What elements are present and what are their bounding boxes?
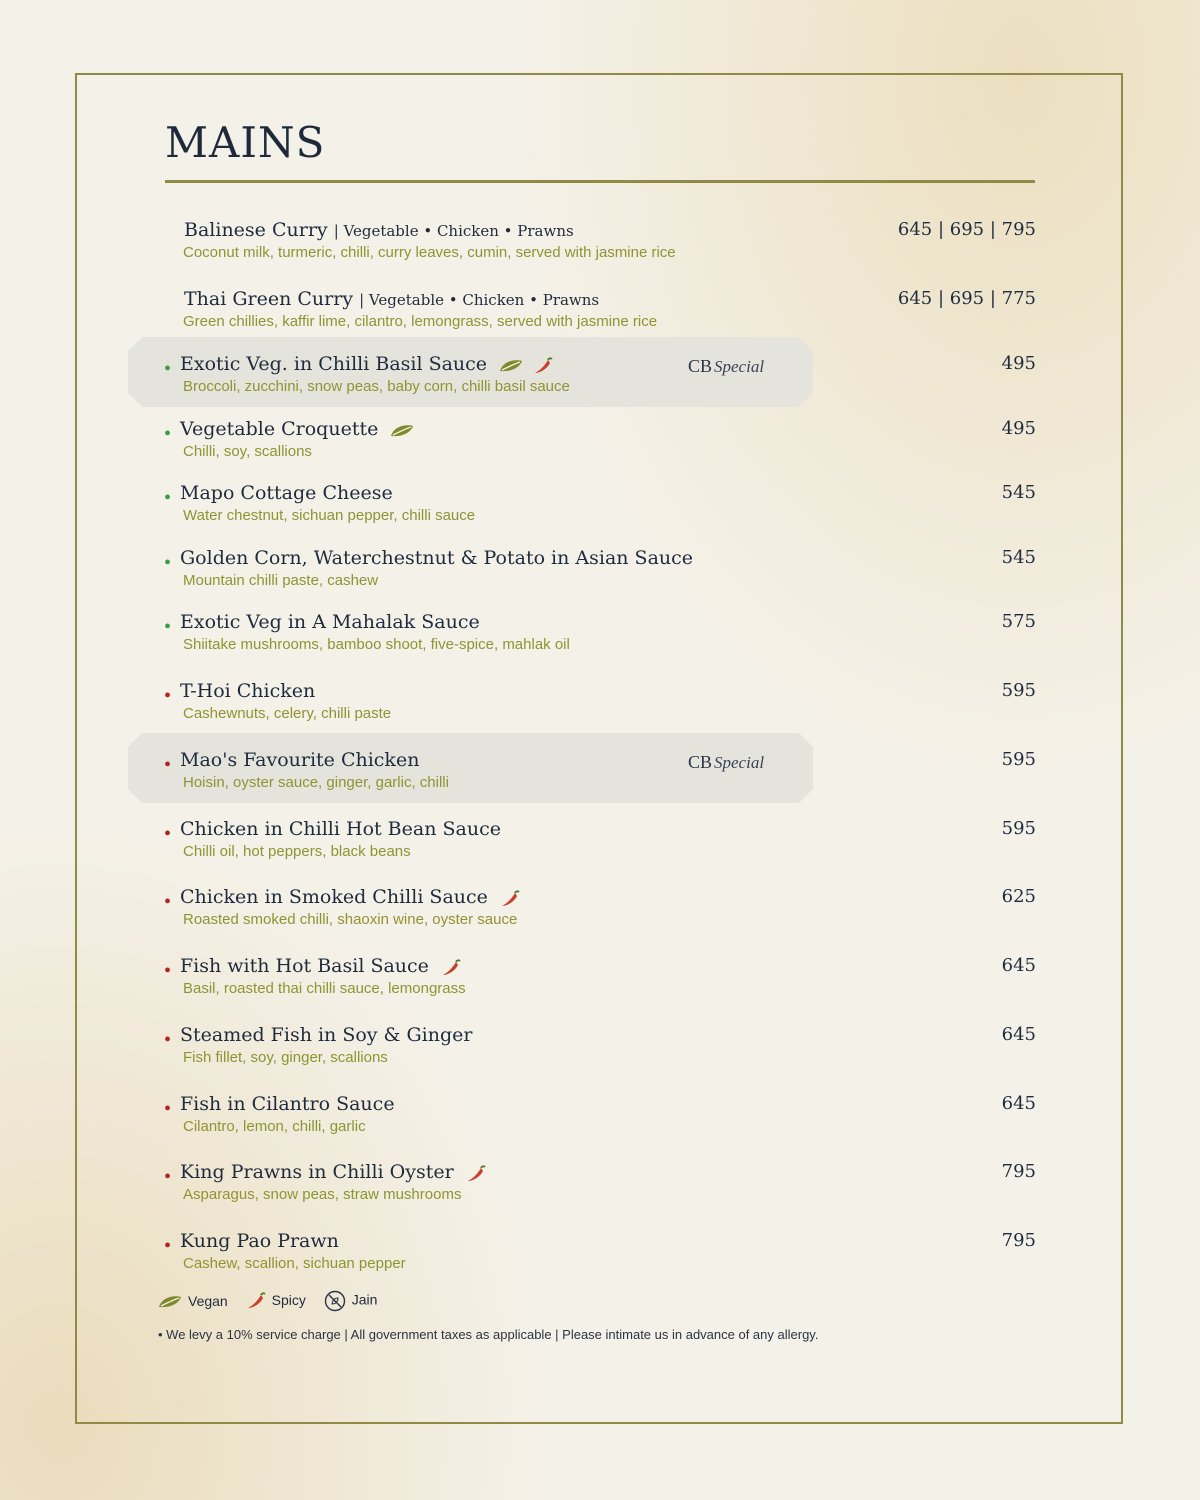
item-icons	[500, 885, 530, 911]
item-name-text: Vegetable Croquette	[180, 418, 379, 440]
item-price: 645 | 695 | 775	[897, 288, 1036, 309]
veg-dot: •	[164, 616, 172, 638]
page-title: MAINS	[165, 118, 326, 167]
item-description: Cashew, scallion, sichuan pepper	[183, 1255, 406, 1272]
item-price: 595	[1001, 749, 1036, 770]
item-description: Roasted smoked chilli, shaoxin wine, oyster sauce	[183, 911, 518, 928]
item-description: Fish fillet, soy, ginger, scallions	[183, 1049, 388, 1066]
item-price: 595	[1001, 818, 1036, 839]
menu-item	[0, 747, 1200, 807]
item-name-text: Fish in Cilantro Sauce	[180, 1093, 395, 1115]
item-name	[180, 1228, 339, 1254]
item-price: 645 | 695 | 795	[897, 219, 1036, 240]
item-name	[184, 286, 599, 313]
item-name	[180, 416, 424, 443]
item-name-text: Fish with Hot Basil Sauce	[180, 955, 429, 977]
nonveg-dot: •	[164, 891, 172, 913]
veg-dot: •	[164, 358, 172, 380]
item-price: 645	[1001, 1093, 1036, 1114]
item-price: 595	[1001, 680, 1036, 701]
nonveg-dot: •	[164, 823, 172, 845]
item-name-text: Chicken in Smoked Chilli Sauce	[180, 886, 488, 908]
legend-jain	[324, 1290, 378, 1312]
item-price: 495	[1001, 418, 1036, 439]
item-icons	[390, 417, 424, 443]
nonveg-dot: •	[164, 1098, 172, 1120]
item-description: Basil, roasted thai chilli sauce, lemongrass	[183, 980, 466, 997]
item-price: 645	[1001, 1024, 1036, 1045]
veg-dot: •	[164, 487, 172, 509]
chilli-icon	[441, 959, 461, 977]
menu-item	[0, 480, 1200, 540]
footnote: • We levy a 10% service charge | All government taxes as applicable | Please intimate us in advance of any allergy.	[158, 1327, 819, 1342]
item-price: 645	[1001, 955, 1036, 976]
leaf-icon	[158, 1295, 182, 1309]
item-price: 795	[1001, 1230, 1036, 1251]
chilli-icon	[246, 1292, 266, 1310]
nonveg-dot: •	[164, 1166, 172, 1188]
legend-vegan	[158, 1293, 228, 1309]
item-name-text: Kung Pao Prawn	[180, 1230, 339, 1252]
item-variants: | Vegetable • Chicken • Prawns	[359, 291, 600, 309]
item-name	[180, 480, 393, 506]
item-description: Coconut milk, turmeric, chilli, curry leaves, cumin, served with jasmine rice	[183, 244, 676, 261]
legend	[158, 1290, 391, 1314]
menu-item	[0, 678, 1200, 738]
item-description: Hoisin, oyster sauce, ginger, garlic, chilli	[183, 774, 449, 791]
menu-item	[0, 217, 1200, 277]
menu-item	[0, 953, 1200, 1013]
menu-item	[0, 1091, 1200, 1151]
jain-icon	[324, 1290, 346, 1312]
item-price: 575	[1001, 611, 1036, 632]
item-name-text: Chicken in Chilli Hot Bean Sauce	[180, 818, 501, 840]
nonveg-dot: •	[164, 1029, 172, 1051]
item-description: Cilantro, lemon, chilli, garlic	[183, 1118, 366, 1135]
item-name	[180, 351, 563, 378]
leaf-icon	[499, 359, 523, 373]
item-name-text: Exotic Veg. in Chilli Basil Sauce	[180, 353, 488, 375]
item-variants: | Vegetable • Chicken • Prawns	[333, 222, 574, 240]
legend-spicy-label: Spicy	[271, 1291, 306, 1308]
legend-jain-label: Jain	[351, 1291, 378, 1308]
menu-item	[0, 609, 1200, 669]
item-name-text: Thai Green Curry	[184, 288, 354, 310]
chilli-icon	[500, 890, 520, 908]
item-description: Shiitake mushrooms, bamboo shoot, five-spice, mahlak oil	[183, 636, 570, 653]
legend-vegan-label: Vegan	[188, 1292, 228, 1309]
item-name	[184, 217, 574, 244]
menu-item	[0, 1022, 1200, 1082]
item-description: Green chillies, kaffir lime, cilantro, lemongrass, served with jasmine rice	[183, 313, 658, 330]
chilli-icon	[533, 357, 553, 375]
item-price: 625	[1001, 886, 1036, 907]
item-name-text: Golden Corn, Waterchestnut & Potato in Asian Sauce	[180, 547, 694, 569]
item-name	[180, 678, 315, 704]
menu-item	[0, 351, 1200, 411]
item-name-text: Steamed Fish in Soy & Ginger	[180, 1024, 473, 1046]
item-description: Asparagus, snow peas, straw mushrooms	[183, 1186, 462, 1203]
item-name	[180, 609, 480, 635]
cb-special-script: Special	[714, 753, 765, 772]
chilli-icon	[466, 1165, 486, 1183]
item-icons	[499, 352, 563, 378]
menu-item	[0, 545, 1200, 605]
menu-item	[0, 1159, 1200, 1219]
item-description: Water chestnut, sichuan pepper, chilli sauce	[183, 507, 476, 524]
veg-dot: •	[164, 423, 172, 445]
nonveg-dot: •	[164, 754, 172, 776]
menu-item	[0, 416, 1200, 476]
item-name	[180, 953, 471, 980]
item-icons	[441, 954, 471, 980]
veg-dot: •	[164, 552, 172, 574]
item-name-text: King Prawns in Chilli Oyster	[180, 1161, 454, 1183]
cb-special-prefix: CB	[688, 356, 713, 376]
item-name-text: T-Hoi Chicken	[180, 680, 316, 702]
item-name-text: Balinese Curry	[184, 219, 328, 241]
item-description: Mountain chilli paste, cashew	[183, 572, 379, 589]
item-price: 795	[1001, 1161, 1036, 1182]
item-description: Cashewnuts, celery, chilli paste	[183, 705, 392, 722]
item-name	[180, 816, 501, 842]
item-name	[180, 747, 419, 773]
item-price: 545	[1001, 482, 1036, 503]
item-name-text: Mao's Favourite Chicken	[180, 749, 420, 771]
item-price: 545	[1001, 547, 1036, 568]
item-name-text: Exotic Veg in A Mahalak Sauce	[180, 611, 480, 633]
item-name	[180, 1159, 496, 1186]
cb-special-script: Special	[714, 357, 765, 376]
nonveg-dot: •	[164, 1235, 172, 1257]
menu-item	[0, 1228, 1200, 1288]
nonveg-dot: •	[164, 960, 172, 982]
menu-item	[0, 816, 1200, 876]
item-icons	[466, 1160, 496, 1186]
item-name	[180, 1022, 473, 1048]
leaf-icon	[390, 424, 414, 438]
item-description: Chilli, soy, scallions	[183, 443, 312, 460]
item-name-text: Mapo Cottage Cheese	[180, 482, 393, 504]
nonveg-dot: •	[164, 685, 172, 707]
cb-special-prefix: CB	[688, 752, 713, 772]
item-name	[180, 1091, 395, 1117]
legend-spicy	[246, 1292, 306, 1310]
item-description: Chilli oil, hot peppers, black beans	[183, 843, 411, 860]
item-description: Broccoli, zucchini, snow peas, baby corn, chilli basil sauce	[183, 378, 570, 395]
item-price: 495	[1001, 353, 1036, 374]
item-name	[180, 884, 530, 911]
item-name	[180, 545, 693, 571]
menu-item	[0, 884, 1200, 944]
